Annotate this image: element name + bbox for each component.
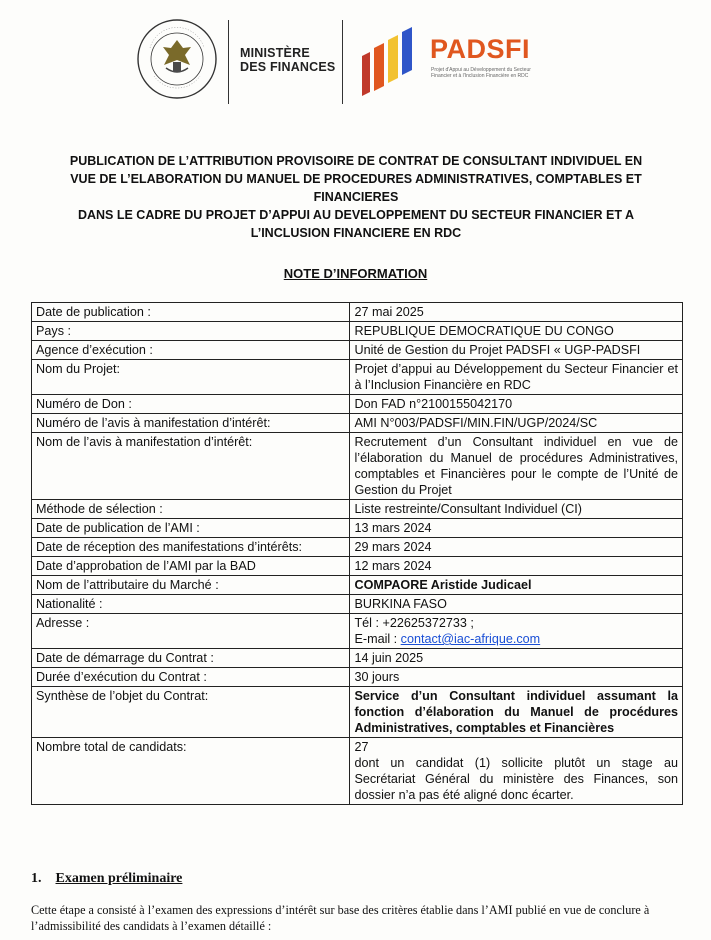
row-label: Synthèse de l’objet du Contrat:: [32, 687, 350, 738]
title-line: L’INCLUSION FINANCIERE EN RDC: [250, 226, 462, 240]
document-title: [40, 152, 672, 242]
row-label: Date d’approbation de l’AMI par la BAD: [32, 557, 350, 576]
email-link[interactable]: contact@iac-afrique.com: [400, 632, 541, 646]
row-label: Adresse :: [32, 614, 350, 649]
table-row: [32, 538, 683, 557]
row-label: Méthode de sélection :: [32, 500, 350, 519]
table-row: [32, 595, 683, 614]
section-heading: [31, 871, 182, 887]
row-value: BURKINA FASO: [350, 595, 683, 614]
title-line: VUE DE L’ELABORATION DU MANUEL DE PROCEDURES ADMINISTRATIVES, COMPTABLES ET: [70, 172, 642, 186]
table-row: [32, 519, 683, 538]
email-label: E-mail :: [354, 632, 401, 646]
row-value: 27 mai 2025: [350, 303, 683, 322]
row-value: REPUBLIQUE DEMOCRATIQUE DU CONGO: [350, 322, 683, 341]
table-row: [32, 614, 683, 649]
row-label: Durée d’exécution du Contrat :: [32, 668, 350, 687]
row-value: Don FAD n°2100155042170: [350, 395, 683, 414]
row-value: 30 jours: [350, 668, 683, 687]
title-line: PUBLICATION DE L’ATTRIBUTION PROVISOIRE DE CONTRAT DE CONSULTANT INDIVIDUEL EN: [69, 154, 643, 168]
row-label: Nationalité :: [32, 595, 350, 614]
row-value: 14 juin 2025: [350, 649, 683, 668]
row-value: 12 mars 2024: [350, 557, 683, 576]
header-divider: [342, 20, 343, 104]
row-value: Service d’un Consultant individuel assumant la fonction d’élaboration du Manuel de procédures Administratives, comptables et Financières: [350, 687, 683, 738]
row-label: Date de publication :: [32, 303, 350, 322]
header-divider: [228, 20, 229, 104]
note-heading: NOTE D’INFORMATION: [283, 266, 428, 281]
table-row: [32, 433, 683, 500]
row-value: Liste restreinte/Consultant Individuel (CI): [350, 500, 683, 519]
title-line: DANS LE CADRE DU PROJET D’APPUI AU DEVELOPPEMENT DU SECTEUR FINANCIER ET A: [77, 208, 635, 222]
section-title: Examen préliminaire: [55, 871, 183, 886]
row-value: [350, 738, 683, 805]
section-paragraph: Cette étape a consisté à l’examen des expressions d’intérêt sur base des critères établie dans l’AMI publié en vue de conclure à l’admissibilité des candidats à l’examen détaillé :: [31, 903, 650, 933]
title-line: FINANCIERES: [313, 190, 399, 204]
row-value: Unité de Gestion du Projet PADSFI « UGP-PADSFI: [350, 341, 683, 360]
ministry-line-2: DES FINANCES: [240, 60, 336, 74]
row-label: Date de démarrage du Contrat :: [32, 649, 350, 668]
candidate-count: 27: [354, 740, 369, 754]
table-row: [32, 360, 683, 395]
row-label: Date de réception des manifestations d’intérêts:: [32, 538, 350, 557]
table-row: [32, 303, 683, 322]
table-row: [32, 395, 683, 414]
email-line: [354, 631, 678, 647]
information-table: [31, 302, 683, 805]
row-label: Numéro de Don :: [32, 395, 350, 414]
table-row: [32, 500, 683, 519]
padsfi-subtitle: Projet d'Appui au Développement du Secteur Financier et à l'Inclusion Financière en RDC: [431, 67, 531, 79]
row-label: Agence d’exécution :: [32, 341, 350, 360]
table-row: [32, 649, 683, 668]
row-value: Recrutement d’un Consultant individuel en vue de l’élaboration du Manuel de procédures Administratives, comptables et Financières pour le compte de l’Unité de Gestion du Projet: [350, 433, 683, 500]
letterhead: [0, 8, 711, 108]
row-value: 13 mars 2024: [350, 519, 683, 538]
row-value: [350, 614, 683, 649]
row-label: Pays :: [32, 322, 350, 341]
row-label: Nom de l’attributaire du Marché :: [32, 576, 350, 595]
padsfi-wordmark: PADSFI: [430, 34, 531, 64]
row-value: Projet d’appui au Développement du Secteur Financier et à l’Inclusion Financière en RDC: [350, 360, 683, 395]
row-label: Nom du Projet:: [32, 360, 350, 395]
table-row: [32, 557, 683, 576]
phone-number: Tél : +22625372733 ;: [354, 616, 474, 630]
table-row: [32, 341, 683, 360]
row-label: Nombre total de candidats:: [32, 738, 350, 805]
row-label: Numéro de l’avis à manifestation d’intérêt:: [32, 414, 350, 433]
table-row: [32, 738, 683, 805]
padsfi-logo-icon: [360, 26, 422, 96]
row-value: 29 mars 2024: [350, 538, 683, 557]
ministry-line-1: MINISTÈRE: [240, 46, 310, 60]
row-label: Date de publication de l’AMI :: [32, 519, 350, 538]
drc-government-seal-icon: [136, 18, 218, 100]
table-row: [32, 576, 683, 595]
table-row: [32, 322, 683, 341]
table-row: [32, 414, 683, 433]
candidate-note: dont un candidat (1) sollicite plutôt un stage au Secrétariat Général du ministère des Finances, son dossier n’a pas été aligné donc écarter.: [354, 756, 678, 802]
section-number: 1.: [31, 871, 42, 886]
row-value: COMPAORE Aristide Judicael: [350, 576, 683, 595]
row-value: AMI N°003/PADSFI/MIN.FIN/UGP/2024/SC: [350, 414, 683, 433]
table-row: [32, 687, 683, 738]
ministry-name: [240, 46, 335, 74]
table-row: [32, 668, 683, 687]
row-label: Nom de l’avis à manifestation d’intérêt:: [32, 433, 350, 500]
